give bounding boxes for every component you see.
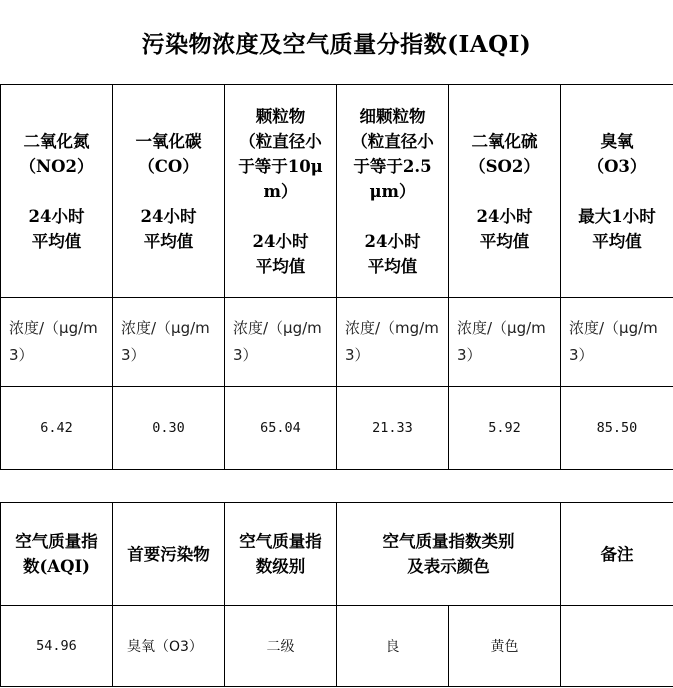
header-primary-pollutant: 首要污染物 — [113, 503, 225, 606]
header-line: 于等于2.5 — [353, 156, 432, 176]
header-line: 空气质量指数类别 — [382, 532, 515, 551]
header-line: 平均值 — [479, 231, 530, 251]
header-line: 24小时 — [252, 231, 309, 251]
header-line: （SO2） — [469, 156, 540, 176]
header-line: 一氧化碳 — [135, 131, 202, 151]
primary-pollutant-value: 臭氧（O3） — [113, 606, 225, 687]
header-line: 24小时 — [476, 206, 533, 226]
pollutant-concentration-table — [0, 84, 673, 470]
header-line: 平均值 — [367, 256, 418, 276]
header-line: （粒直径小 — [239, 131, 322, 151]
header-line: 及表示颜色 — [407, 557, 490, 576]
aqi-category-value: 良 — [337, 606, 449, 687]
header-line: （粒直径小 — [351, 131, 434, 151]
header-pm25 — [337, 85, 449, 298]
header-so2 — [449, 85, 561, 298]
concentration-o3: 85.50 — [561, 387, 673, 470]
header-remark: 备注 — [561, 503, 673, 606]
header-no2 — [1, 85, 113, 298]
header-line: 平均值 — [143, 231, 194, 251]
unit-cell: 浓度/（mg/m3） — [337, 298, 449, 387]
concentration-no2: 6.42 — [1, 387, 113, 470]
aqi-table — [0, 502, 673, 687]
header-line: 最大1小时 — [578, 206, 656, 226]
unit-cell: 浓度/（μg/m3） — [449, 298, 561, 387]
concentration-co: 0.30 — [113, 387, 225, 470]
pollutant-header-row — [1, 85, 673, 298]
header-line: 颗粒物 — [255, 106, 306, 126]
header-line: 空气质量指 — [239, 532, 322, 551]
unit-row — [1, 298, 673, 387]
header-line: 于等于10μ — [238, 156, 323, 176]
unit-cell: 浓度/（μg/m3） — [225, 298, 337, 387]
unit-cell: 浓度/（μg/m3） — [561, 298, 673, 387]
header-line: 平均值 — [31, 231, 82, 251]
header-line: 数(AQI) — [22, 557, 90, 576]
header-line: μm） — [369, 181, 416, 201]
aqi-level-value: 二级 — [225, 606, 337, 687]
header-line: 平均值 — [592, 231, 642, 251]
header-line: （O3） — [587, 156, 647, 176]
header-line: （CO） — [138, 156, 199, 176]
header-co — [113, 85, 225, 298]
header-aqi — [1, 503, 113, 606]
header-line: 平均值 — [255, 256, 306, 276]
aqi-value: 54.96 — [1, 606, 113, 687]
header-pm10 — [225, 85, 337, 298]
concentration-pm25: 21.33 — [337, 387, 449, 470]
header-line: （NO2） — [19, 156, 94, 176]
aqi-header-row — [1, 503, 673, 606]
header-line: 24小时 — [140, 206, 197, 226]
aqi-color-value: 黄色 — [449, 606, 561, 687]
concentration-so2: 5.92 — [449, 387, 561, 470]
header-line: m） — [263, 181, 298, 201]
header-aqi-level — [225, 503, 337, 606]
concentration-pm10: 65.04 — [225, 387, 337, 470]
header-line: 空气质量指 — [15, 532, 98, 551]
aqi-value-row — [1, 606, 673, 687]
header-line: 细颗粒物 — [359, 106, 426, 126]
page-title: 污染物浓度及空气质量分指数(IAQI) — [141, 31, 532, 58]
remark-value — [561, 606, 673, 687]
header-line: 数级别 — [255, 557, 306, 576]
header-line: 二氧化氮 — [23, 131, 90, 151]
unit-cell: 浓度/（μg/m3） — [113, 298, 225, 387]
unit-cell: 浓度/（μg/m3） — [1, 298, 113, 387]
header-line: 24小时 — [28, 206, 85, 226]
header-o3 — [561, 85, 673, 298]
header-line: 二氧化硫 — [471, 131, 538, 151]
value-row — [1, 387, 673, 470]
header-line: 臭氧 — [600, 131, 634, 151]
header-aqi-category — [337, 503, 561, 606]
header-line: 24小时 — [364, 231, 421, 251]
